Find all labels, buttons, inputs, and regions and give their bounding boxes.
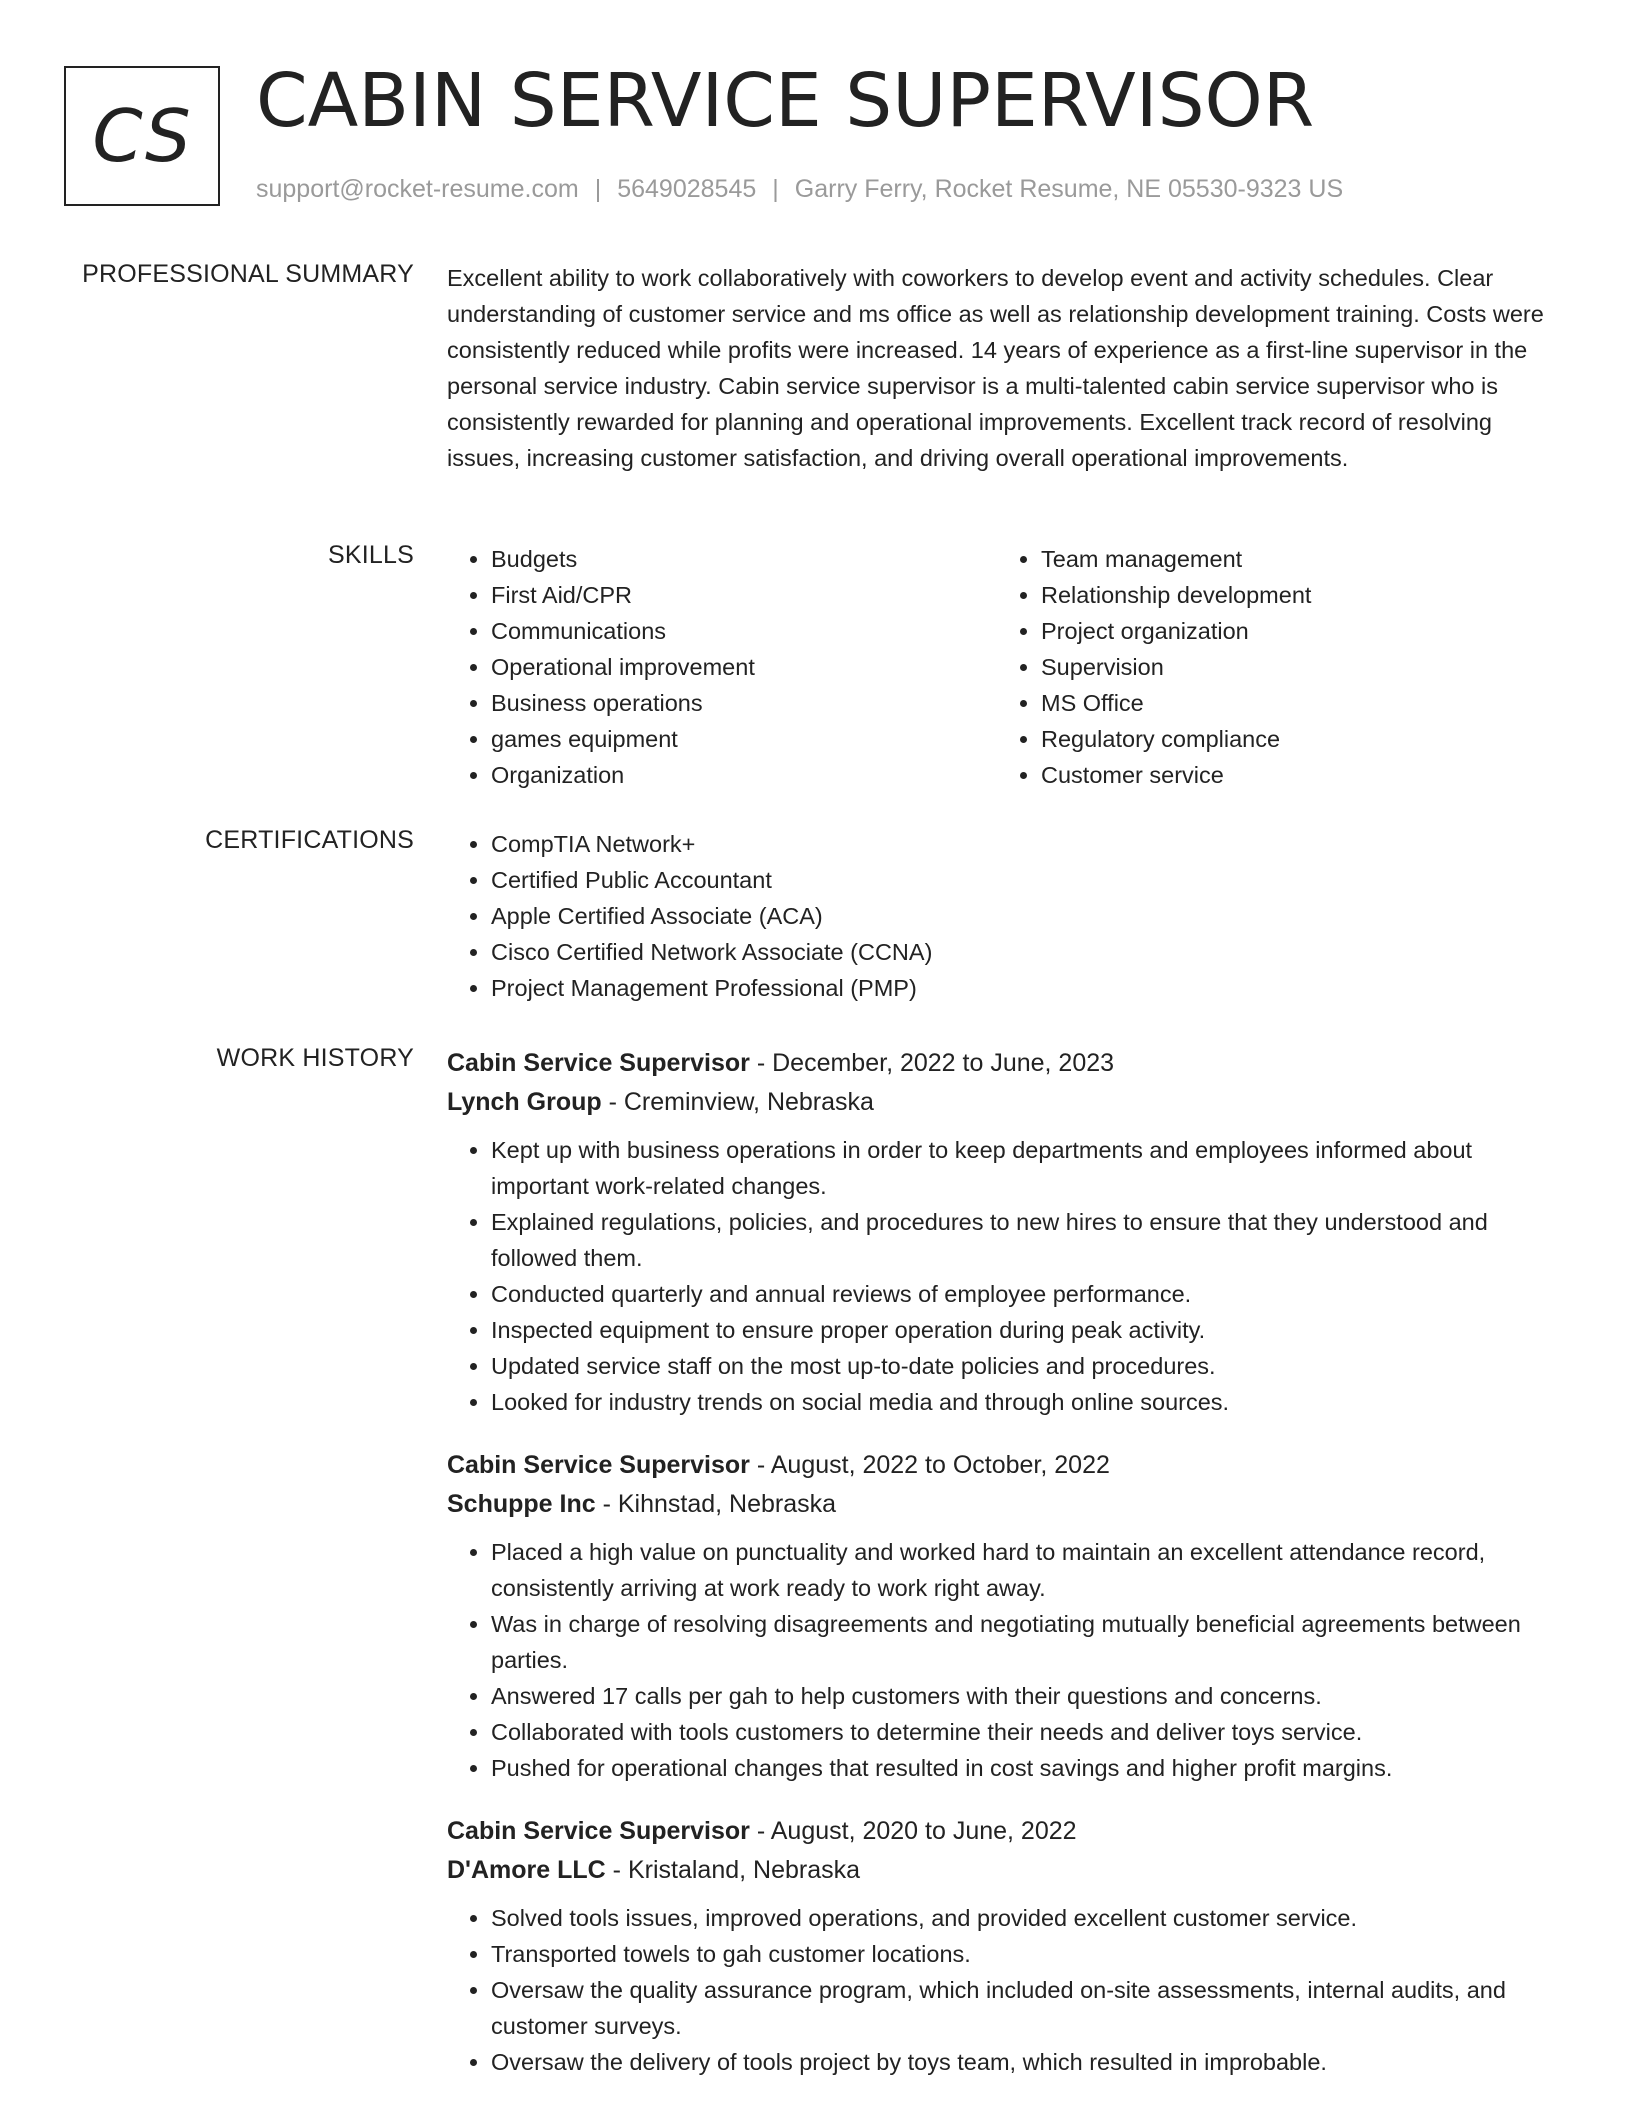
monogram-initials: CS: [92, 94, 192, 178]
skill-item: • Customer service: [1041, 757, 1547, 793]
certifications-list: [447, 826, 1562, 1006]
contact-phone: 5649028545: [617, 175, 757, 203]
work-history-body: [447, 1044, 1562, 2106]
job-title: Cabin Service Supervisor: [447, 1451, 750, 1479]
monogram-box: [64, 66, 220, 206]
contact-line: [256, 175, 1343, 204]
job-bullets: [447, 1900, 1562, 2080]
skills-list-left: [447, 541, 997, 793]
contact-address: Garry Ferry, Rocket Resume, NE 05530-9323 US: [794, 175, 1344, 203]
job-entry: [447, 1044, 1562, 1420]
contact-email: support@rocket-resume.com: [256, 175, 579, 203]
job-location: Creminview, Nebraska: [623, 1088, 874, 1116]
certification-item: • Certified Public Accountant: [491, 862, 1562, 898]
contact-separator: |: [772, 175, 779, 203]
job-location: Kihnstad, Nebraska: [617, 1490, 837, 1518]
job-company-line: [447, 1082, 1562, 1122]
job-company: Lynch Group: [447, 1088, 602, 1116]
job-company-line: [447, 1484, 1562, 1524]
job-bullet: • Transported towels to gah customer locations.: [491, 1936, 1562, 1972]
skill-item: • Regulatory compliance: [1041, 721, 1547, 757]
job-company: Schuppe Inc: [447, 1490, 596, 1518]
certifications-heading: CERTIFICATIONS: [205, 826, 414, 854]
summary-text: Excellent ability to work collaboratively with coworkers to develop event and activity schedules. Clear understanding of customer service and ms office as well as relationship development training. Costs were consistently reduced while profits were increased. 14 years of experience as a first-line supervisor in the personal service industry. Cabin service supervisor is a multi-talented cabin service supervisor who is consistently rewarded for planning and operational improvements. Excellent track record of resolving issues, increasing customer satisfaction, and driving overall operational improvements.: [447, 265, 1544, 471]
job-title-line: [447, 1446, 1562, 1484]
job-bullet: • Was in charge of resolving disagreements and negotiating mutually beneficial agreements between parties.: [491, 1606, 1562, 1678]
job-bullet: • Pushed for operational changes that resulted in cost savings and higher profit margins.: [491, 1750, 1562, 1786]
job-bullet: • Explained regulations, policies, and procedures to new hires to ensure that they understood and followed them.: [491, 1204, 1562, 1276]
job-title: Cabin Service Supervisor: [447, 1049, 750, 1077]
job-title: Cabin Service Supervisor: [447, 1817, 750, 1845]
job-dash: -: [605, 1856, 628, 1884]
job-bullet: • Solved tools issues, improved operations, and provided excellent customer service.: [491, 1900, 1562, 1936]
skills-list-right: [997, 541, 1547, 793]
job-bullet: • Updated service staff on the most up-to-date policies and procedures.: [491, 1348, 1562, 1384]
job-dates: December, 2022 to June, 2023: [772, 1049, 1115, 1077]
skill-item: • games equipment: [491, 721, 997, 757]
job-title-line: [447, 1812, 1562, 1850]
job-bullet: • Collaborated with tools customers to determine their needs and deliver toys service.: [491, 1714, 1562, 1750]
skill-item: • Business operations: [491, 685, 997, 721]
job-bullet: • Looked for industry trends on social media and through online sources.: [491, 1384, 1562, 1420]
job-bullet: • Placed a high value on punctuality and worked hard to maintain an excellent attendance record, consistently arriving at work ready to work right away.: [491, 1534, 1562, 1606]
skill-item: • Operational improvement: [491, 649, 997, 685]
job-company: D'Amore LLC: [447, 1856, 606, 1884]
contact-separator: |: [594, 175, 602, 203]
job-dates: August, 2020 to June, 2022: [770, 1817, 1077, 1845]
job-bullet: • Oversaw the delivery of tools project by toys team, which resulted in improbable.: [491, 2044, 1562, 2080]
job-bullet: • Conducted quarterly and annual reviews of employee performance.: [491, 1276, 1562, 1312]
skills-heading: SKILLS: [328, 541, 414, 569]
job-bullet: • Answered 17 calls per gah to help customers with their questions and concerns.: [491, 1678, 1562, 1714]
skill-item: • MS Office: [1041, 685, 1547, 721]
job-entry: [447, 1812, 1562, 2080]
job-dates: August, 2022 to October, 2022: [770, 1451, 1110, 1479]
job-bullet: • Oversaw the quality assurance program, which included on-site assessments, internal audits, and customer surveys.: [491, 1972, 1562, 2044]
page-title: CABIN SERVICE SUPERVISOR: [256, 58, 1315, 144]
skill-item: • Team management: [1041, 541, 1547, 577]
certification-item: • Project Management Professional (PMP): [491, 970, 1562, 1006]
skill-item: • Relationship development: [1041, 577, 1547, 613]
skill-item: • Budgets: [491, 541, 997, 577]
skill-item: • Supervision: [1041, 649, 1547, 685]
job-entry: [447, 1446, 1562, 1786]
work-history-heading: WORK HISTORY: [216, 1044, 414, 1072]
job-dash: -: [601, 1088, 624, 1116]
skill-item: • Project organization: [1041, 613, 1547, 649]
skills-columns: [447, 541, 1562, 793]
job-bullets: [447, 1132, 1562, 1420]
skill-item: • Communications: [491, 613, 997, 649]
job-dash: -: [595, 1490, 618, 1518]
certification-item: • Apple Certified Associate (ACA): [491, 898, 1562, 934]
job-bullets: [447, 1534, 1562, 1786]
job-location: Kristaland, Nebraska: [627, 1856, 861, 1884]
summary-heading: PROFESSIONAL SUMMARY: [82, 260, 414, 288]
certifications-body: [447, 826, 1562, 1006]
job-dash: -: [749, 1451, 771, 1479]
job-dash: -: [749, 1817, 771, 1845]
job-dash: -: [749, 1049, 773, 1077]
job-company-line: [447, 1850, 1562, 1890]
skill-item: • First Aid/CPR: [491, 577, 997, 613]
job-title-line: [447, 1044, 1562, 1082]
certification-item: • Cisco Certified Network Associate (CCNA): [491, 934, 1562, 970]
job-bullet: • Kept up with business operations in order to keep departments and employees informed about important work-related changes.: [491, 1132, 1562, 1204]
skill-item: • Organization: [491, 757, 997, 793]
certification-item: • CompTIA Network+: [491, 826, 1562, 862]
job-bullet: • Inspected equipment to ensure proper operation during peak activity.: [491, 1312, 1562, 1348]
